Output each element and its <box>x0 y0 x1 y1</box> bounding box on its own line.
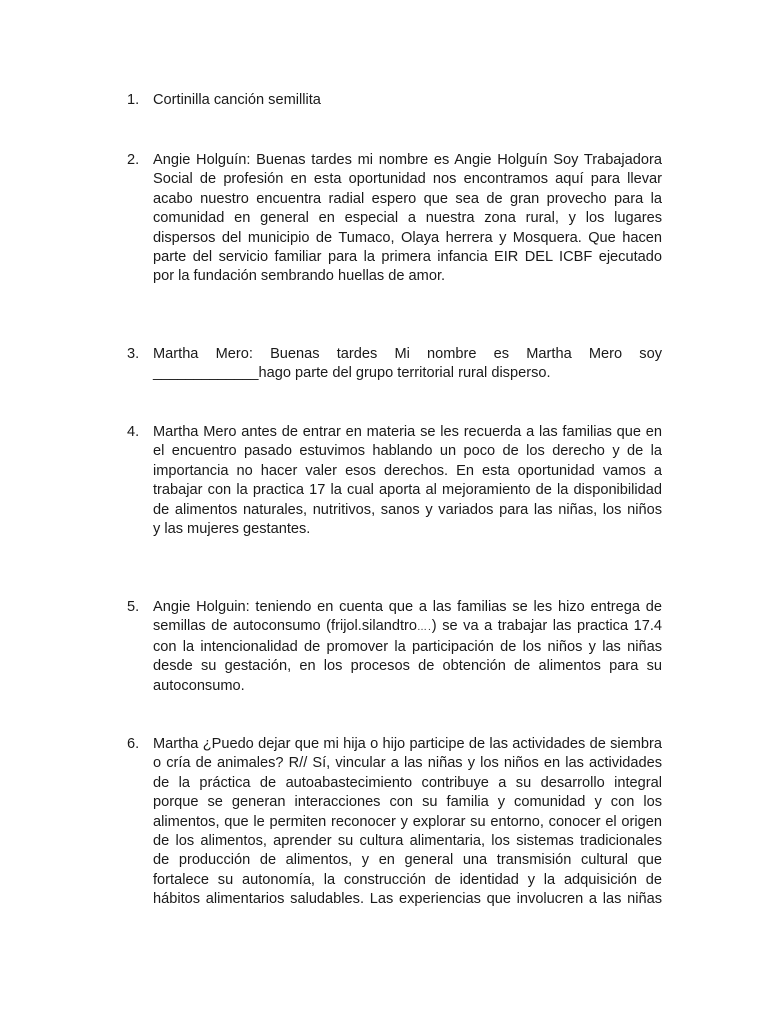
list-number: 3. <box>127 346 140 362</box>
list-item-5 <box>127 598 662 696</box>
text-fragment: ) se va a trabajar las practica 17.4 <box>431 618 663 635</box>
text-line: y las mujeres gestantes. <box>153 521 311 538</box>
text-line: Social de profesión en esta oportunidad nos encontramos aquí para llevar <box>153 171 662 188</box>
list-number: 6. <box>127 736 140 752</box>
text-line: Angie Holguin: teniendo en cuenta que a las familias se les hizo entrega de <box>153 599 662 615</box>
text-line: parte del servicio familiar para la primera infancia EIR DEL ICBF ejecutado <box>153 249 662 266</box>
list-item-text: Cortinilla canción semillita <box>153 92 321 108</box>
text-line: Martha Mero antes de entrar en materia se les recuerda a las familias que en <box>153 424 662 440</box>
text-line: desde su gestación, en los procesos de obtención de alimentos para su <box>153 658 662 675</box>
text-line: por la fundación sembrando huellas de amor. <box>153 268 446 285</box>
ellipsis-dots: …. <box>417 622 432 634</box>
text-line: de producción de alimentos, y en general una transmisión cultural que <box>153 852 662 869</box>
text-line: el encuentro pasado estuvimos hablando un poco de los derecho y de la <box>153 443 662 460</box>
list-number: 5. <box>127 599 140 615</box>
list-item-text <box>153 735 662 910</box>
text-fragment: semillas de autoconsumo (frijol.silandtro <box>153 618 418 635</box>
text-line: trabajar con la practica 17 la cual aporta al mejoramiento de la disponibilidad <box>153 482 662 499</box>
text-line: de la práctica de autoabastecimiento contribuye a su desarrollo integral <box>153 774 662 791</box>
text-line: Martha Mero: Buenas tardes Mi nombre es Martha Mero soy <box>153 346 662 362</box>
text-line: alimentos, que le permiten reconocer y explorar su entorno, conocer el origen <box>153 813 662 830</box>
text-line: Angie Holguín: Buenas tardes mi nombre es Angie Holguín Soy Trabajadora <box>153 152 662 168</box>
text-line: _____________hago parte del grupo territorial rural disperso. <box>153 365 551 382</box>
list-item-1 <box>127 91 662 110</box>
text-line: autoconsumo. <box>153 677 245 694</box>
text-line: acabo nuestro encuentra radial espero que sea de gran provecho para la <box>153 190 662 207</box>
text-line: importancia no hacer valer esos derechos. En esta oportunidad vamos a <box>153 462 662 479</box>
text-line: o cría de animales? R// Sí, vincular a las niñas y los niños en las actividades <box>153 755 662 772</box>
list-item-text <box>153 151 662 287</box>
list-item-2 <box>127 151 662 287</box>
list-item-4 <box>127 423 662 539</box>
text-line: comunidad en general en especial a nuestra zona rural, y los lugares <box>153 210 662 227</box>
text-line: dispersos del municipio de Tumaco, Olaya herrera y Mosquera. Que hacen <box>153 229 662 246</box>
text-line: fortalece su autonomía, la construcción de identidad y la adquisición de <box>153 871 662 888</box>
text-line: hábitos alimentarios saludables. Las experiencias que involucren a las niñas <box>153 891 662 908</box>
text-line: Martha ¿Puedo dejar que mi hija o hijo participe de las actividades de siembra <box>153 736 662 752</box>
list-number: 1. <box>127 92 140 108</box>
list-item-text <box>153 423 662 539</box>
list-number: 2. <box>127 152 140 168</box>
list-number: 4. <box>127 424 140 440</box>
text-line <box>153 617 662 637</box>
list-item-text <box>153 345 662 384</box>
text-line: porque se generan interacciones con su familia y comunidad y con los <box>153 794 662 811</box>
list-item-text <box>153 598 662 696</box>
list-item-3 <box>127 345 662 384</box>
text-line: de alimentos naturales, nutritivos, sanos y variados para las niñas, los niños <box>153 501 662 518</box>
text-line: de los alimentos, aprender su cultura alimentaria, los sistemas tradicionales <box>153 833 662 850</box>
text-line: con la intencionalidad de promover la participación de los niños y las niñas <box>153 638 662 655</box>
list-item-6 <box>127 735 662 910</box>
